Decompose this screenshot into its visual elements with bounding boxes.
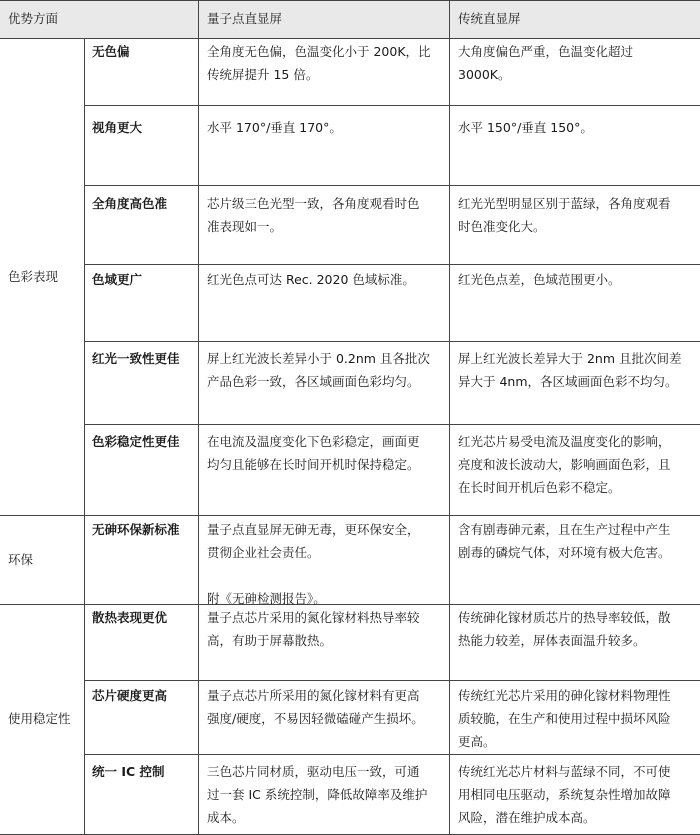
row-separator bbox=[84, 424, 700, 425]
column-divider bbox=[84, 38, 85, 834]
column-divider bbox=[449, 0, 450, 835]
feature-label: 无色偏 bbox=[92, 44, 130, 59]
qd-description: 芯片级三色光型一致，各角度观看时色 准表现如一。 bbox=[207, 196, 420, 234]
feature-label: 视角更大 bbox=[92, 120, 143, 135]
feature-label: 芯片硬度更高 bbox=[92, 688, 168, 703]
row-separator bbox=[84, 341, 700, 342]
group-separator-1 bbox=[0, 515, 700, 516]
trad-description: 含有剧毒砷元素，且在生产过程中产生 剧毒的磷烷气体，对环境有极大危害。 bbox=[458, 522, 671, 560]
qd-description: 量子点芯片所采用的氮化镓材料有更高 强度/硬度，不易因轻微磕碰产生损坏。 bbox=[207, 688, 424, 726]
qd-description: 全角度无色偏，色温变化小于 200K，比 传统屏提升 15 倍。 bbox=[207, 44, 431, 82]
trad-description: 红光色点差，色域范围更小。 bbox=[458, 272, 621, 287]
feature-label: 色域更广 bbox=[92, 272, 143, 287]
trad-description: 传统砷化镓材质芯片的热导率较低，散 热能力较差，屏体表面温升较多。 bbox=[458, 610, 671, 648]
qd-description: 屏上红光波长差异小于 0.2nm 且各批次 产品色彩一致，各区域画面色彩均匀。 bbox=[207, 351, 430, 389]
feature-label: 全角度高色准 bbox=[92, 196, 168, 211]
qd-description: 红光色点可达 Rec. 2020 色域标准。 bbox=[207, 272, 415, 287]
trad-description: 传统红光芯片采用的砷化镓材料物理性 质较脆，在生产和使用过程中损坏风险 更高。 bbox=[458, 688, 671, 749]
trad-description: 红光光型明显区别于蓝绿，各角度观看 时色准变化大。 bbox=[458, 196, 671, 234]
trad-description: 大角度偏色严重，色温变化超过 3000K。 bbox=[458, 44, 634, 82]
feature-label: 红光一致性更佳 bbox=[92, 351, 180, 366]
trad-description: 屏上红光波长差异大于 2nm 且批次间差 异大于 4nm，各区域画面色彩不均匀。 bbox=[458, 351, 682, 389]
qd-description: 水平 170°/垂直 170°。 bbox=[207, 120, 342, 135]
feature-label: 色彩稳定性更佳 bbox=[92, 434, 180, 449]
row-separator bbox=[84, 105, 700, 106]
column-divider bbox=[198, 0, 199, 835]
header-row bbox=[0, 0, 700, 38]
row-separator bbox=[84, 754, 700, 755]
row-separator bbox=[84, 680, 700, 681]
qd-description: 量子点芯片采用的氮化镓材料热导率较 高，有助于屏幕散热。 bbox=[207, 610, 420, 648]
feature-label: 散热表现更优 bbox=[92, 610, 168, 625]
row-separator bbox=[84, 264, 700, 265]
group-label-eco: 环保 bbox=[8, 552, 34, 567]
header-separator bbox=[0, 38, 700, 39]
group-label-stability: 使用稳定性 bbox=[8, 711, 71, 726]
trad-description: 传统红光芯片材料与蓝绿不同，不可使 用相同电压驱动，系统复杂性增加故障 风险，潜在维护成本高。 bbox=[458, 764, 671, 825]
group-label-color: 色彩表现 bbox=[8, 269, 59, 284]
qd-description: 在电流及温度变化下色彩稳定，画面更 均匀且能够在长时间开机时保持稳定。 bbox=[207, 434, 420, 472]
header-aspect: 优势方面 bbox=[8, 11, 59, 26]
trad-description: 水平 150°/垂直 150°。 bbox=[458, 120, 593, 135]
row-separator bbox=[84, 185, 700, 186]
qd-description: 三色芯片同材质，驱动电压一致，可通 过一套 IC 系统控制，降低故障率及维护 成本。 bbox=[207, 764, 428, 825]
border-top bbox=[0, 0, 700, 1]
trad-description: 红光芯片易受电流及温度变化的影响， 亮度和波长波动大，影响画面色彩，且 在长时间开机后色彩不稳定。 bbox=[458, 434, 671, 495]
feature-label: 无砷环保新标准 bbox=[92, 522, 180, 537]
header-quantum-dot: 量子点直显屏 bbox=[207, 11, 283, 26]
header-traditional: 传统直显屏 bbox=[458, 11, 521, 26]
feature-label: 统一 IC 控制 bbox=[92, 764, 165, 779]
qd-description: 量子点直显屏无砷无毒，更环保安全， 贯彻企业社会责任。 附《无砷检测报告》。 bbox=[207, 522, 420, 606]
